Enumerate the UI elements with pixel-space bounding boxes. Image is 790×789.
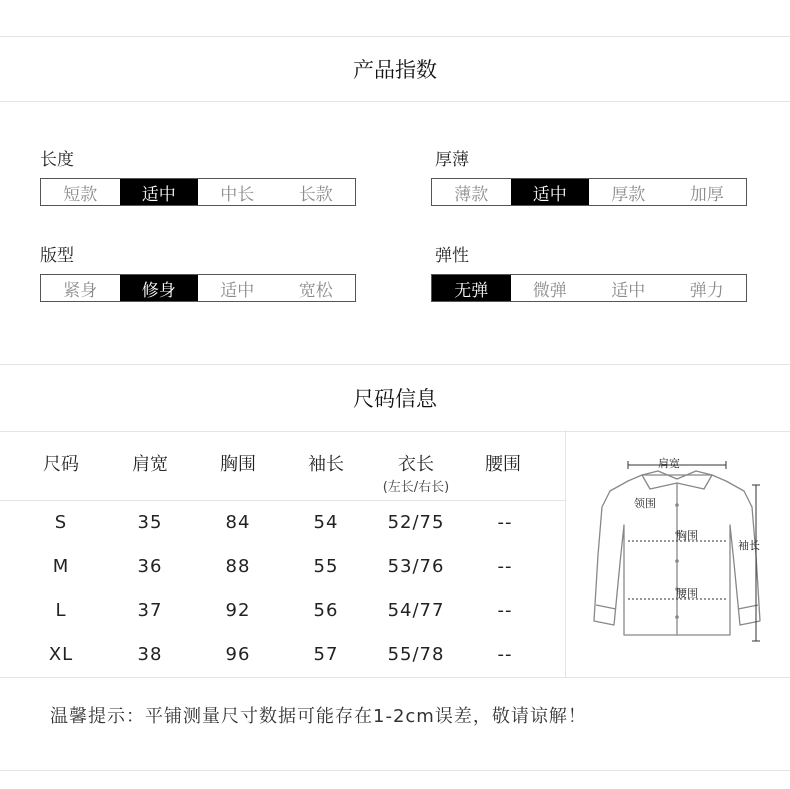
cell-size: S — [54, 512, 68, 533]
attr-elasticity-scale — [431, 274, 747, 302]
scale-option: 加厚 — [689, 184, 724, 205]
size-info-header — [0, 364, 790, 432]
attr-thickness-label: 厚薄 — [435, 150, 469, 170]
cell-length: 53/76 — [387, 556, 445, 577]
diagram-label-waist: 腰围 — [676, 587, 698, 600]
scale-option: 适中 — [511, 179, 590, 205]
scale-option: 微弹 — [532, 280, 567, 301]
scale-option: 适中 — [220, 280, 255, 301]
scale-option: 适中 — [120, 179, 199, 205]
diagram-label-sleeve: 袖长 — [738, 539, 760, 552]
diagram-label-shoulder: 肩宽 — [658, 457, 680, 470]
cell-sleeve: 56 — [313, 600, 339, 621]
header-waist: 腰围 — [485, 454, 521, 475]
attr-length-scale — [40, 178, 356, 206]
bottom-divider — [0, 770, 790, 771]
scale-option: 修身 — [120, 275, 199, 301]
cell-sleeve: 57 — [313, 644, 339, 665]
product-index-title: 产品指数 — [353, 58, 437, 82]
cell-waist: -- — [497, 556, 513, 577]
cell-shoulder: 37 — [137, 600, 163, 621]
cell-waist: -- — [497, 512, 513, 533]
header-size: 尺码 — [43, 454, 79, 475]
attr-fit-scale — [40, 274, 356, 302]
header-shoulder: 肩宽 — [132, 454, 168, 475]
attr-elasticity-label: 弹性 — [435, 246, 469, 266]
cell-length: 52/75 — [387, 512, 445, 533]
cell-chest: 88 — [225, 556, 251, 577]
table-diagram-divider — [565, 430, 566, 677]
measurement-tip: 温馨提示：平铺测量尺寸数据可能存在1-2cm误差，敬请谅解！ — [50, 706, 587, 727]
cell-shoulder: 38 — [137, 644, 163, 665]
scale-option: 厚款 — [611, 184, 646, 205]
product-index-header — [0, 36, 790, 102]
size-info-title: 尺码信息 — [353, 387, 437, 411]
scale-option: 无弹 — [432, 275, 511, 301]
cell-chest: 84 — [225, 512, 251, 533]
scale-option: 短款 — [63, 184, 98, 205]
tip-divider — [0, 677, 790, 678]
cell-sleeve: 54 — [313, 512, 339, 533]
attr-thickness-scale — [431, 178, 747, 206]
scale-option: 宽松 — [298, 280, 333, 301]
header-sleeve: 袖长 — [308, 454, 344, 475]
cell-size: L — [55, 600, 67, 621]
cell-size: XL — [48, 644, 74, 665]
diagram-label-chest: 胸围 — [676, 529, 698, 542]
shirt-measurement-diagram — [580, 445, 780, 655]
scale-option: 紧身 — [63, 280, 98, 301]
header-chest: 胸围 — [220, 454, 256, 475]
cell-shoulder: 36 — [137, 556, 163, 577]
cell-chest: 96 — [225, 644, 251, 665]
scale-option: 适中 — [611, 280, 646, 301]
diagram-label-collar: 领围 — [634, 497, 656, 510]
scale-option: 长款 — [298, 184, 333, 205]
scale-option: 薄款 — [454, 184, 489, 205]
cell-chest: 92 — [225, 600, 251, 621]
cell-length: 54/77 — [387, 600, 445, 621]
cell-size: M — [52, 556, 70, 577]
cell-waist: -- — [497, 600, 513, 621]
header-length: 衣长 — [398, 454, 434, 475]
cell-shoulder: 35 — [137, 512, 163, 533]
cell-sleeve: 55 — [313, 556, 339, 577]
scale-option: 中长 — [220, 184, 255, 205]
scale-option: 弹力 — [689, 280, 724, 301]
cell-length: 55/78 — [387, 644, 445, 665]
header-length-note: (左长/右长) — [382, 480, 450, 495]
attr-length-label: 长度 — [40, 150, 74, 170]
cell-waist: -- — [497, 644, 513, 665]
table-header-divider — [0, 500, 565, 501]
attr-fit-label: 版型 — [40, 246, 74, 266]
